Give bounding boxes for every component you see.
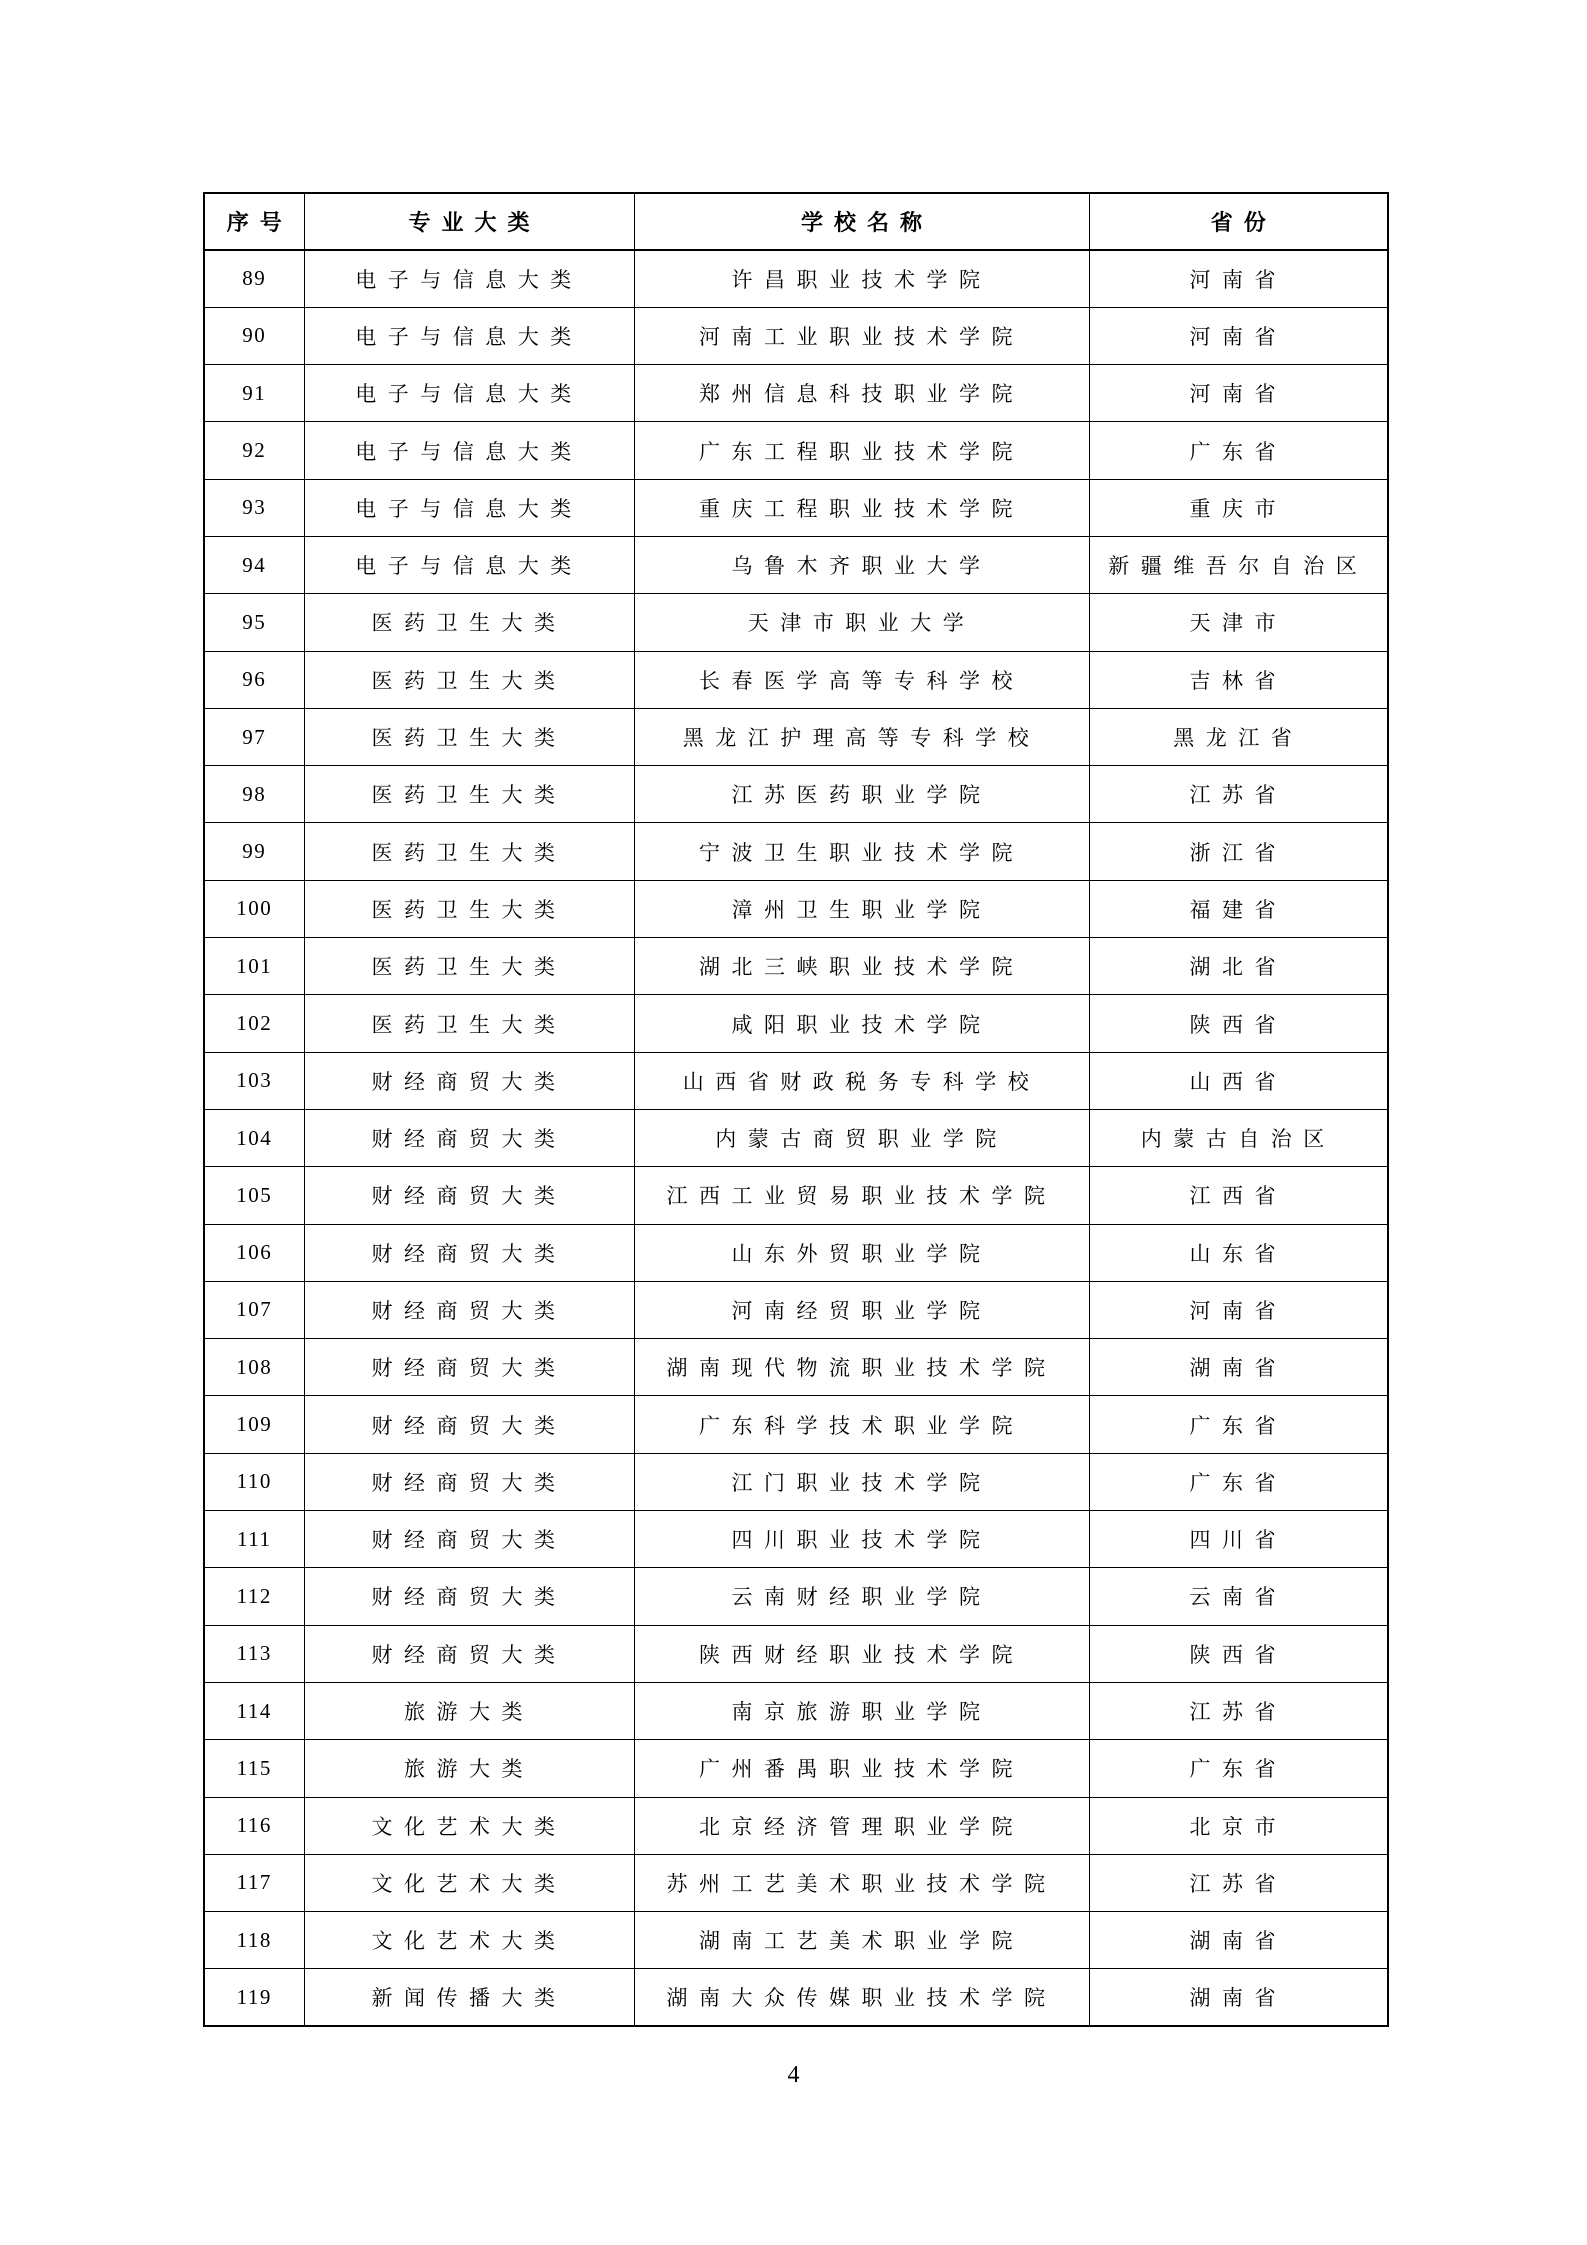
col-header-index: 序号 (204, 193, 304, 250)
cell-province: 吉林省 (1089, 651, 1388, 708)
cell-school: 漳州卫生职业学院 (634, 880, 1089, 937)
cell-school: 河南工业职业技术学院 (634, 307, 1089, 364)
table-row (204, 536, 1388, 593)
cell-category: 医药卫生大类 (304, 823, 634, 880)
cell-category: 医药卫生大类 (304, 880, 634, 937)
cell-index: 107 (204, 1281, 304, 1338)
cell-school: 四川职业技术学院 (634, 1511, 1089, 1568)
cell-category: 财经商贸大类 (304, 1568, 634, 1625)
table-row (204, 995, 1388, 1052)
table-row (204, 1511, 1388, 1568)
table-row (204, 1625, 1388, 1682)
schools-table (203, 192, 1389, 2027)
cell-province: 福建省 (1089, 880, 1388, 937)
cell-school: 广东科学技术职业学院 (634, 1396, 1089, 1453)
cell-category: 财经商贸大类 (304, 1281, 634, 1338)
cell-index: 94 (204, 536, 304, 593)
table-row (204, 1912, 1388, 1969)
cell-province: 江西省 (1089, 1167, 1388, 1224)
cell-school: 宁波卫生职业技术学院 (634, 823, 1089, 880)
cell-category: 财经商贸大类 (304, 1052, 634, 1109)
cell-index: 99 (204, 823, 304, 880)
cell-category: 旅游大类 (304, 1682, 634, 1739)
cell-school: 云南财经职业学院 (634, 1568, 1089, 1625)
cell-index: 105 (204, 1167, 304, 1224)
cell-index: 112 (204, 1568, 304, 1625)
cell-school: 郑州信息科技职业学院 (634, 365, 1089, 422)
cell-province: 江苏省 (1089, 1682, 1388, 1739)
cell-index: 95 (204, 594, 304, 651)
cell-school: 广州番禺职业技术学院 (634, 1740, 1089, 1797)
cell-category: 财经商贸大类 (304, 1167, 634, 1224)
cell-school: 长春医学高等专科学校 (634, 651, 1089, 708)
table-row (204, 1052, 1388, 1109)
cell-school: 咸阳职业技术学院 (634, 995, 1089, 1052)
table-row (204, 365, 1388, 422)
cell-province: 河南省 (1089, 307, 1388, 364)
cell-index: 116 (204, 1797, 304, 1854)
cell-province: 河南省 (1089, 250, 1388, 307)
table-row (204, 823, 1388, 880)
cell-school: 河南经贸职业学院 (634, 1281, 1089, 1338)
cell-province: 湖南省 (1089, 1912, 1388, 1969)
cell-category: 文化艺术大类 (304, 1797, 634, 1854)
cell-province: 广东省 (1089, 1740, 1388, 1797)
cell-index: 89 (204, 250, 304, 307)
cell-category: 电子与信息大类 (304, 479, 634, 536)
cell-category: 医药卫生大类 (304, 766, 634, 823)
cell-index: 115 (204, 1740, 304, 1797)
cell-index: 114 (204, 1682, 304, 1739)
cell-index: 117 (204, 1854, 304, 1911)
cell-category: 电子与信息大类 (304, 307, 634, 364)
cell-school: 湖南现代物流职业技术学院 (634, 1339, 1089, 1396)
cell-school: 江门职业技术学院 (634, 1453, 1089, 1510)
cell-category: 财经商贸大类 (304, 1511, 634, 1568)
cell-school: 南京旅游职业学院 (634, 1682, 1089, 1739)
col-header-province: 省份 (1089, 193, 1388, 250)
cell-province: 湖南省 (1089, 1969, 1388, 2026)
cell-index: 91 (204, 365, 304, 422)
cell-category: 电子与信息大类 (304, 422, 634, 479)
cell-province: 黑龙江省 (1089, 708, 1388, 765)
cell-index: 97 (204, 708, 304, 765)
table-row (204, 708, 1388, 765)
table-row (204, 1969, 1388, 2026)
table-row (204, 1167, 1388, 1224)
cell-category: 新闻传播大类 (304, 1969, 634, 2026)
cell-index: 93 (204, 479, 304, 536)
cell-category: 医药卫生大类 (304, 708, 634, 765)
cell-province: 江苏省 (1089, 766, 1388, 823)
cell-index: 118 (204, 1912, 304, 1969)
table-row (204, 422, 1388, 479)
cell-category: 财经商贸大类 (304, 1396, 634, 1453)
cell-index: 92 (204, 422, 304, 479)
table-row (204, 1740, 1388, 1797)
table-row (204, 938, 1388, 995)
cell-index: 96 (204, 651, 304, 708)
cell-school: 江西工业贸易职业技术学院 (634, 1167, 1089, 1224)
table-row (204, 766, 1388, 823)
cell-index: 106 (204, 1224, 304, 1281)
cell-category: 医药卫生大类 (304, 594, 634, 651)
cell-province: 湖北省 (1089, 938, 1388, 995)
table-row (204, 1797, 1388, 1854)
cell-school: 苏州工艺美术职业技术学院 (634, 1854, 1089, 1911)
cell-category: 财经商贸大类 (304, 1339, 634, 1396)
table-row (204, 1568, 1388, 1625)
cell-school: 许昌职业技术学院 (634, 250, 1089, 307)
cell-province: 山西省 (1089, 1052, 1388, 1109)
cell-category: 医药卫生大类 (304, 651, 634, 708)
cell-category: 文化艺术大类 (304, 1912, 634, 1969)
cell-province: 广东省 (1089, 1453, 1388, 1510)
cell-index: 90 (204, 307, 304, 364)
table-row (204, 1854, 1388, 1911)
table-body (204, 250, 1388, 2026)
cell-province: 陕西省 (1089, 1625, 1388, 1682)
cell-category: 电子与信息大类 (304, 365, 634, 422)
cell-school: 黑龙江护理高等专科学校 (634, 708, 1089, 765)
cell-school: 北京经济管理职业学院 (634, 1797, 1089, 1854)
cell-index: 113 (204, 1625, 304, 1682)
cell-school: 山西省财政税务专科学校 (634, 1052, 1089, 1109)
table-row (204, 651, 1388, 708)
cell-school: 湖南工艺美术职业学院 (634, 1912, 1089, 1969)
cell-school: 乌鲁木齐职业大学 (634, 536, 1089, 593)
cell-school: 广东工程职业技术学院 (634, 422, 1089, 479)
cell-province: 广东省 (1089, 1396, 1388, 1453)
cell-province: 重庆市 (1089, 479, 1388, 536)
cell-province: 陕西省 (1089, 995, 1388, 1052)
cell-category: 财经商贸大类 (304, 1109, 634, 1166)
table-row (204, 1281, 1388, 1338)
table-row (204, 1396, 1388, 1453)
cell-province: 浙江省 (1089, 823, 1388, 880)
cell-province: 新疆维吾尔自治区 (1089, 536, 1388, 593)
cell-province: 湖南省 (1089, 1339, 1388, 1396)
cell-category: 财经商贸大类 (304, 1625, 634, 1682)
cell-province: 内蒙古自治区 (1089, 1109, 1388, 1166)
page-number: 4 (787, 2062, 800, 2088)
cell-category: 旅游大类 (304, 1740, 634, 1797)
cell-category: 医药卫生大类 (304, 938, 634, 995)
cell-province: 四川省 (1089, 1511, 1388, 1568)
cell-category: 财经商贸大类 (304, 1453, 634, 1510)
cell-province: 河南省 (1089, 1281, 1388, 1338)
cell-school: 湖北三峡职业技术学院 (634, 938, 1089, 995)
cell-index: 109 (204, 1396, 304, 1453)
table-row (204, 594, 1388, 651)
cell-province: 江苏省 (1089, 1854, 1388, 1911)
cell-school: 山东外贸职业学院 (634, 1224, 1089, 1281)
cell-index: 98 (204, 766, 304, 823)
col-header-school: 学校名称 (634, 193, 1089, 250)
cell-index: 104 (204, 1109, 304, 1166)
table-row (204, 307, 1388, 364)
cell-category: 医药卫生大类 (304, 995, 634, 1052)
table-row (204, 1453, 1388, 1510)
cell-category: 文化艺术大类 (304, 1854, 634, 1911)
cell-index: 103 (204, 1052, 304, 1109)
cell-school: 湖南大众传媒职业技术学院 (634, 1969, 1089, 2026)
cell-index: 111 (204, 1511, 304, 1568)
cell-province: 云南省 (1089, 1568, 1388, 1625)
cell-school: 天津市职业大学 (634, 594, 1089, 651)
cell-index: 119 (204, 1969, 304, 2026)
table-row (204, 1224, 1388, 1281)
cell-province: 北京市 (1089, 1797, 1388, 1854)
cell-school: 陕西财经职业技术学院 (634, 1625, 1089, 1682)
cell-province: 广东省 (1089, 422, 1388, 479)
table-row (204, 880, 1388, 937)
cell-category: 财经商贸大类 (304, 1224, 634, 1281)
cell-category: 电子与信息大类 (304, 536, 634, 593)
cell-index: 101 (204, 938, 304, 995)
cell-category: 电子与信息大类 (304, 250, 634, 307)
cell-province: 天津市 (1089, 594, 1388, 651)
table-row (204, 1339, 1388, 1396)
cell-index: 102 (204, 995, 304, 1052)
table-row (204, 250, 1388, 307)
cell-school: 重庆工程职业技术学院 (634, 479, 1089, 536)
cell-province: 河南省 (1089, 365, 1388, 422)
cell-index: 108 (204, 1339, 304, 1396)
col-header-category: 专业大类 (304, 193, 634, 250)
table-row (204, 1682, 1388, 1739)
cell-index: 110 (204, 1453, 304, 1510)
table-header-row (204, 193, 1388, 250)
cell-index: 100 (204, 880, 304, 937)
table-row (204, 479, 1388, 536)
cell-school: 江苏医药职业学院 (634, 766, 1089, 823)
cell-province: 山东省 (1089, 1224, 1388, 1281)
table-row (204, 1109, 1388, 1166)
cell-school: 内蒙古商贸职业学院 (634, 1109, 1089, 1166)
